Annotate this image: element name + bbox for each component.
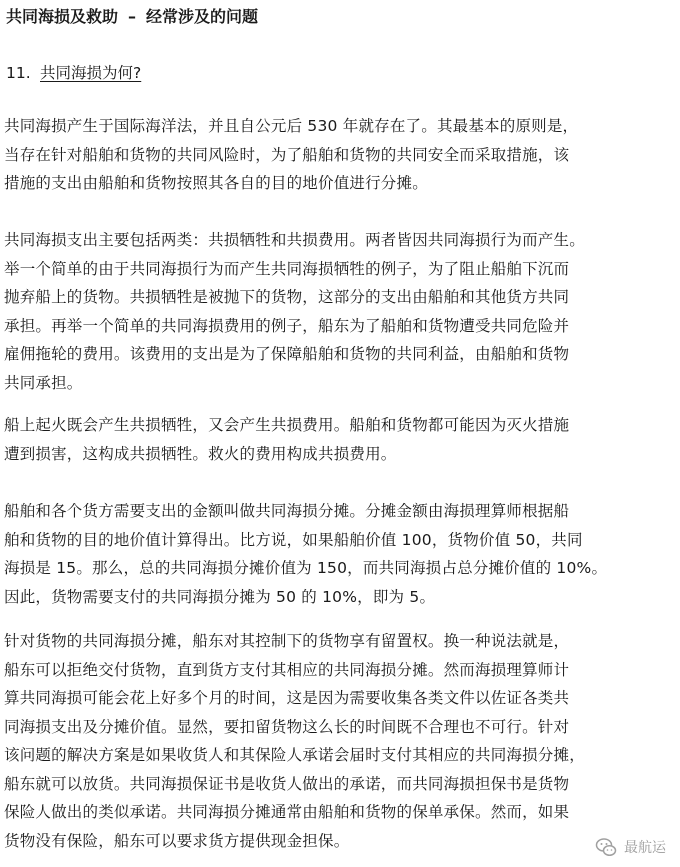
paragraph-line: 同海损支出及分摊价值。显然，要扣留货物这么长的时间既不合理也不可行。针对 bbox=[4, 717, 570, 736]
paragraph-line: 举一个简单的由于共同海损行为而产生共同海损牺牲的例子，为了阻止船舶下沉而 bbox=[4, 259, 570, 278]
question-number: 11. bbox=[6, 64, 31, 82]
title-sub: 经常涉及的问题 bbox=[146, 7, 259, 26]
paragraph-line: 船上起火既会产生共损牺牲，又会产生共损费用。船舶和货物都可能因为灭火措施 bbox=[4, 416, 570, 434]
question-text: 共同海损为何? bbox=[40, 64, 142, 82]
paragraph-line: 措施的支出由船舶和货物按照其各自的目的地价值进行分摊。 bbox=[4, 174, 428, 192]
title-main: 共同海损及救助 bbox=[6, 7, 119, 26]
paragraph-2 bbox=[4, 226, 676, 397]
paragraph-line: 抛弃船上的货物。共损牺牲是被抛下的货物，这部分的支出由船舶和其他货方共同 bbox=[4, 288, 570, 306]
paragraph-line: 雇佣拖轮的费用。该费用的支出是为了保障船舶和货物的共同利益，由船舶和货物 bbox=[4, 345, 570, 363]
paragraph-line: 因此，货物需要支付的共同海损分摊为 50 的 10%，即为 5。 bbox=[4, 587, 436, 606]
paragraph-line: 算共同海损可能会花上好多个月的时间，这是因为需要收集各类文件以佐证各类共 bbox=[4, 689, 570, 707]
question-heading bbox=[6, 62, 141, 84]
paragraph-3 bbox=[4, 411, 676, 468]
paragraph-line: 舶和货物的目的地价值计算得出。比方说，如果船舶价值 100，货物价值 50，共同 bbox=[4, 530, 583, 549]
paragraph-5 bbox=[4, 627, 676, 855]
paragraph-line: 共同海损支出主要包括两类：共损牺牲和共损费用。两者皆因共同海损行为而产生。 bbox=[4, 231, 585, 249]
paragraph-line: 船东可以拒绝交付货物，直到货方支付其相应的共同海损分摊。然而海损理算师计 bbox=[4, 660, 570, 679]
paragraph-4 bbox=[4, 497, 676, 611]
paragraph-line: 共同海损产生于国际海洋法，并且自公元后 530 年就存在了。其最基本的原则是， bbox=[4, 117, 579, 135]
paragraph-line: 共同承担。 bbox=[4, 373, 83, 392]
paragraph-line: 遭到损害，这构成共损牺牲。救火的费用构成共损费用。 bbox=[4, 444, 397, 463]
paragraph-line: 货物没有保险，船东可以要求货方提供现金担保。 bbox=[4, 831, 350, 850]
title-dash: – bbox=[128, 7, 137, 26]
watermark-text: 最航运 bbox=[624, 840, 666, 856]
paragraph-line: 该问题的解决方案是如果收货人和其保险人承诺会届时支付其相应的共同海损分摊， bbox=[4, 746, 585, 764]
paragraph-line: 当存在针对船舶和货物的共同风险时，为了船舶和货物的共同安全而采取措施，该 bbox=[4, 145, 570, 164]
paragraph-line: 船东就可以放货。共同海损保证书是收货人做出的承诺，而共同海损担保书是货物 bbox=[4, 774, 570, 793]
paragraph-line: 保险人做出的类似承诺。共同海损分摊通常由船舶和货物的保单承保。然而，如果 bbox=[4, 803, 570, 821]
wechat-icon bbox=[594, 835, 618, 859]
paragraph-1 bbox=[4, 112, 676, 198]
document-title bbox=[6, 6, 258, 28]
paragraph-line: 海损是 15。那么，总的共同海损分摊价值为 150，而共同海损占总分摊价值的 10%。 bbox=[4, 559, 608, 577]
paragraph-line: 针对货物的共同海损分摊，船东对其控制下的货物享有留置权。换一种说法就是， bbox=[4, 632, 570, 650]
watermark bbox=[594, 835, 666, 859]
paragraph-line: 船舶和各个货方需要支出的金额叫做共同海损分摊。分摊金额由海损理算师根据船 bbox=[4, 502, 570, 520]
paragraph-line: 承担。再举一个简单的共同海损费用的例子，船东为了船舶和货物遭受共同危险并 bbox=[4, 316, 570, 335]
